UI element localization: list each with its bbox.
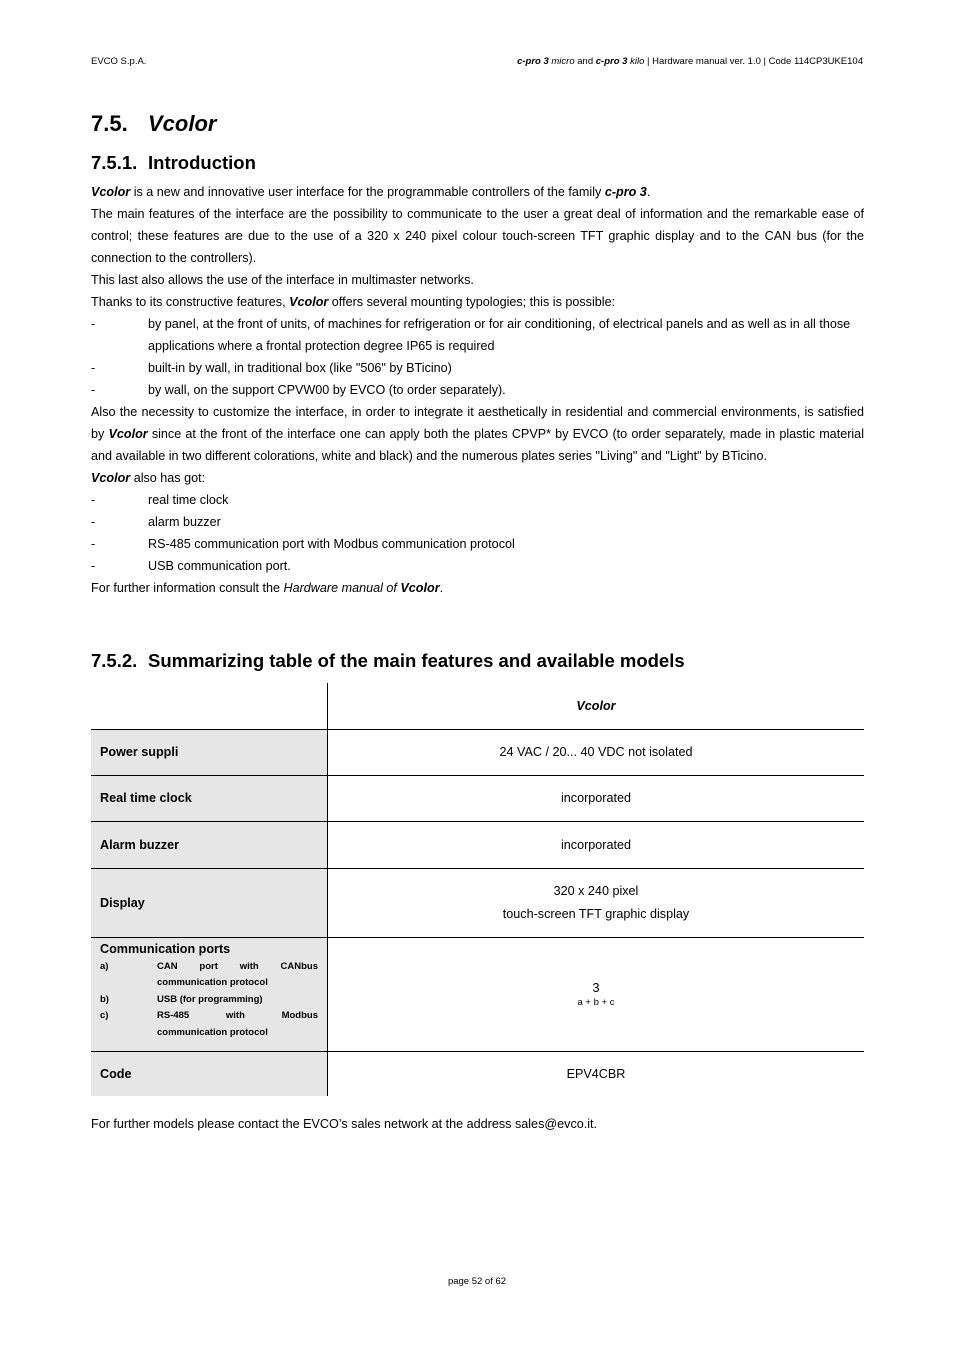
table-row: [91, 1051, 864, 1096]
header-document-info: [517, 56, 863, 67]
contact-note: For further models please contact the EVCO’s sales network at the address sales@evco.it.: [91, 1117, 598, 1131]
intro-paragraph-2: The main features of the interface are the possibility to communicate to the user a great deal of information and the remarkable ease of control; these features are due to the use of a 320 x 240 pixel colour touch-screen TFT graphic display and to the CAN bus (for the connection to the controllers).: [91, 207, 864, 265]
row-value-code: EPV4CBR: [328, 1051, 865, 1096]
row-value-clock: incorporated: [328, 775, 865, 821]
table-row: [91, 868, 864, 937]
section-heading: [91, 111, 216, 137]
row-label-code: Code: [91, 1051, 328, 1096]
table-row: [91, 729, 864, 775]
table-header-row: [91, 683, 864, 729]
comm-ports-count: 3: [592, 981, 600, 995]
table-row: [91, 937, 864, 1051]
intro-number: 7.5.1.: [91, 152, 138, 173]
intro-paragraph-3: This last also allows the use of the interface in multimaster networks.: [91, 273, 474, 287]
display-resolution: 320 x 240 pixel: [553, 883, 639, 898]
mount-list-item: - by panel, at the front of units, of machines for refrigeration or for air conditioning, of electrical panels and as well as in all those applications where a frontal protection degree IP65 is required: [91, 317, 851, 353]
header-product-2: c-pro 3: [595, 56, 628, 67]
intro-heading: [91, 152, 256, 174]
intro-body: [91, 181, 864, 599]
table-column-header: Vcolor: [576, 698, 616, 713]
mount-list-item: - built-in by wall, in traditional box (like "506" by BTicino): [91, 361, 452, 375]
header-and: and: [574, 56, 596, 67]
comm-port-item: c) RS-485 with Modbus communication protocol: [100, 1010, 318, 1038]
comm-port-item: b) USB (for programming): [100, 993, 263, 1005]
row-value-buzzer: incorporated: [328, 821, 865, 868]
section-number: 7.5.: [91, 111, 128, 136]
summary-title: Summarizing table of the main features and available models: [148, 650, 685, 671]
comm-port-item: a) CAN port with CANbus communication protocol: [100, 960, 318, 988]
row-label-display: Display: [91, 868, 328, 937]
intro-paragraph-4: Thanks to its constructive features, Vcolor offers several mounting typologies; this is possible:: [91, 295, 616, 309]
header-product-1-variant: micro: [548, 56, 575, 67]
row-label-clock: Real time clock: [91, 775, 328, 821]
table-row: [91, 821, 864, 868]
intro-paragraph-7: For further information consult the Hardware manual of Vcolor.: [91, 581, 444, 595]
row-label-buzzer: Alarm buzzer: [91, 821, 328, 868]
intro-paragraph-1: Vcolor is a new and innovative user interface for the programmable controllers of the family c-pro 3.: [91, 185, 651, 199]
intro-paragraph-6: Vcolor also has got:: [91, 471, 206, 485]
feature-list-item: - real time clock: [91, 493, 229, 507]
feature-list-item: - USB communication port.: [91, 559, 291, 573]
mount-list-item: - by wall, on the support CPVW00 by EVCO (to order separately).: [91, 383, 506, 397]
features-table: [91, 683, 864, 1096]
row-label-power: Power suppli: [91, 729, 328, 775]
header-product-2-variant: kilo: [627, 56, 645, 67]
table-row: [91, 775, 864, 821]
page-number: page 52 of 62: [447, 1276, 507, 1287]
intro-paragraph-5: Also the necessity to customize the interface, in order to integrate it aesthetically in residential and commercial environments, is satisfied by Vcolor since at the front of the interface one can apply both the plates CPVP* by EVCO (to order separately, made in plastic material and available in two different colorations, white and black) and the numerous plates series "Living" and "Light" by BTicino.: [91, 405, 864, 463]
display-type: touch-screen TFT graphic display: [502, 906, 690, 921]
header-product-1: c-pro 3: [517, 56, 549, 67]
table-header-blank: [91, 683, 328, 729]
comm-ports-sum: a + b + c: [577, 997, 615, 1008]
intro-title: Introduction: [148, 152, 256, 173]
row-value-display: [328, 868, 865, 937]
row-label-comm: [91, 937, 328, 1051]
header-company: EVCO S.p.A.: [91, 56, 147, 67]
summary-number: 7.5.2.: [91, 650, 138, 671]
feature-list-item: - alarm buzzer: [91, 515, 221, 529]
comm-ports-list: [100, 959, 327, 1042]
row-value-power: 24 VAC / 20... 40 VDC not isolated: [328, 729, 865, 775]
row-value-comm: [328, 937, 865, 1051]
summary-heading: [91, 650, 685, 672]
comm-ports-title: Communication ports: [100, 941, 231, 956]
feature-list-item: - RS-485 communication port with Modbus communication protocol: [91, 537, 515, 551]
header-manual-code: | Hardware manual ver. 1.0 | Code 114CP3UKE104: [644, 56, 863, 67]
section-title: Vcolor: [148, 111, 217, 136]
